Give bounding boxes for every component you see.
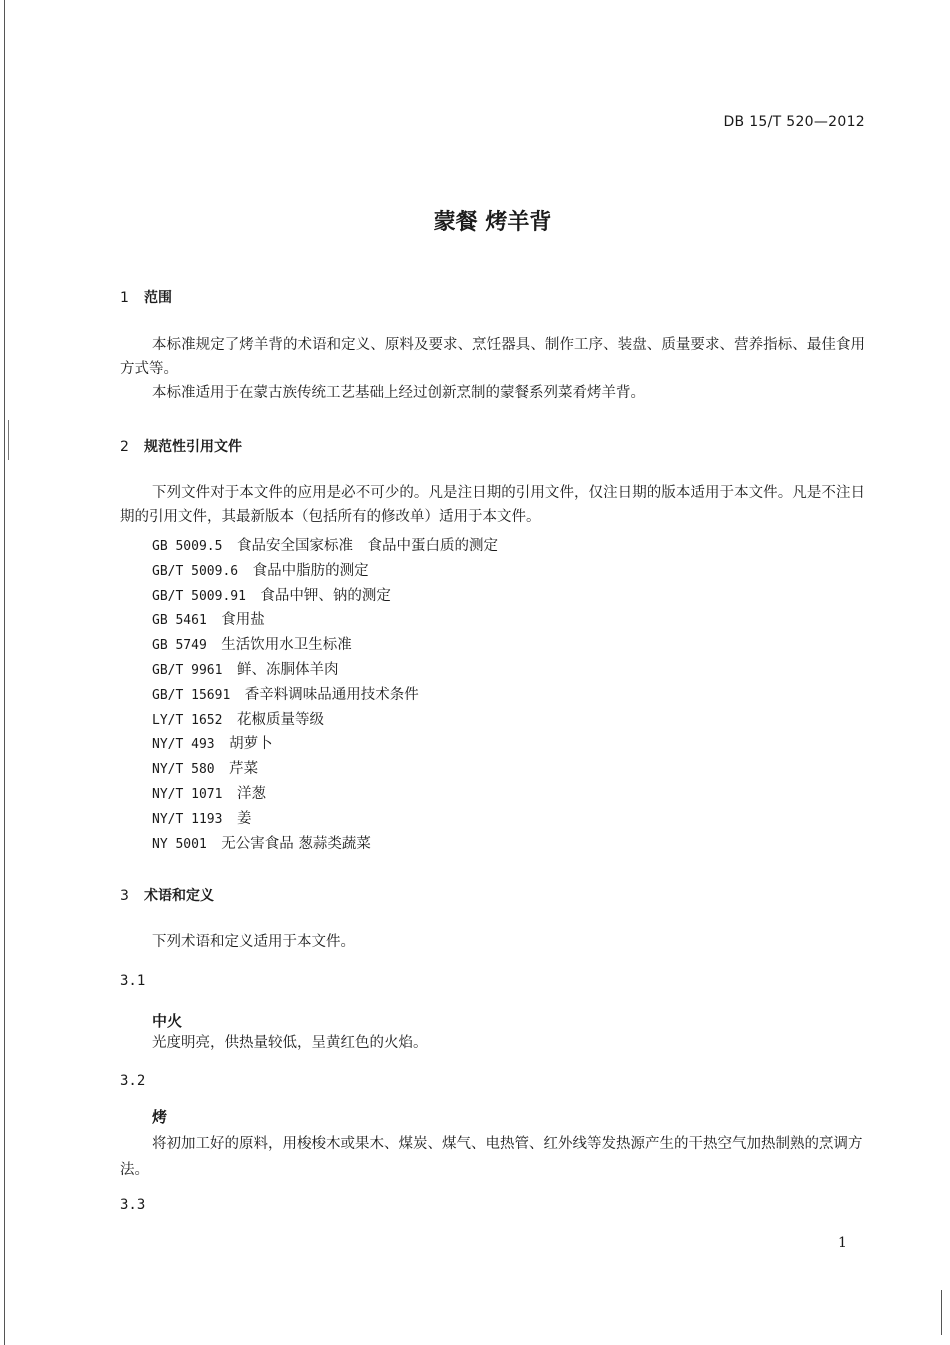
scope-paragraph-1: 本标准规定了烤羊背的术语和定义、原料及要求、烹饪器具、制作工序、装盘、质量要求、营养指标、最佳食用方式等。 [120,337,865,377]
reference-name: 食品安全国家标准 食品中蛋白质的测定 [236,538,498,554]
page-number: 1 [838,1235,847,1251]
subclause-number: 3.3 [120,1197,146,1213]
scope-paragraph-2: 本标准适用于在蒙古族传统工艺基础上经过创新烹制的蒙餐系列菜肴烤羊背。 [152,385,645,401]
reference-code: NY/T 1071 [152,786,223,802]
reference-item [152,608,498,633]
term-name: 烤 [152,1108,168,1126]
reference-name: 食品中钾、钠的测定 [260,587,391,604]
reference-name: 芹菜 [229,761,259,778]
reference-item [152,782,498,807]
scan-edge-mark [941,1290,942,1335]
reference-item [152,757,498,782]
reference-code: GB 5461 [152,613,207,629]
reference-name: 胡萝卜 [229,736,273,753]
reference-name: 姜 [236,810,252,827]
section-number: 1 [120,290,129,306]
reference-name: 洋葱 [236,785,266,802]
reference-name: 无公害食品 葱蒜类蔬菜 [221,835,371,852]
normative-paragraph: 下列文件对于本文件的应用是必不可少的。凡是注日期的引用文件，仅注日期的版本适用于本文件。凡是不注日期的引用文件，其最新版本（包括所有的修改单）适用于本文件。 [120,485,865,525]
reference-list [152,534,498,856]
section-title: 规范性引用文件 [144,439,242,455]
scan-edge-mark [4,0,5,1345]
section-number: 3 [120,888,129,904]
reference-item [152,584,498,609]
reference-code: NY 5001 [152,836,207,852]
section-2-heading [120,436,242,456]
document-code: DB 15/T 520—2012 [723,114,865,130]
reference-name: 鲜、冻胴体羊肉 [236,661,339,678]
reference-code: NY/T 580 [152,762,215,778]
reference-item [152,633,498,658]
reference-code: NY/T 1193 [152,811,223,827]
reference-code: GB 5009.5 [152,539,223,554]
reference-item [152,658,498,683]
reference-code: GB/T 5009.6 [152,563,239,579]
reference-code: GB/T 15691 [152,687,231,703]
reference-item [152,832,498,857]
section-title: 范围 [144,290,172,306]
reference-code: GB/T 5009.91 [152,588,246,604]
terms-paragraph: 下列术语和定义适用于本文件。 [152,934,355,950]
term-definition: 将初加工好的原料，用梭梭木或果木、煤炭、煤气、电热管、红外线等发热源产生的干热空气加热制熟的烹调方法。 [120,1136,863,1178]
reference-name: 花椒质量等级 [236,711,324,728]
term-definition: 光度明亮，供热量较低，呈黄红色的火焰。 [152,1035,428,1051]
term-name: 中火 [152,1012,183,1030]
section-1-heading [120,287,172,307]
page-title: 蒙餐 烤羊背 [433,210,552,235]
section-title: 术语和定义 [144,888,214,904]
reference-item [152,732,498,757]
section-3-heading [120,885,214,905]
reference-name: 生活饮用水卫生标准 [221,637,352,654]
scan-edge-mark [8,420,9,460]
reference-code: GB/T 9961 [152,662,223,678]
subclause-number: 3.1 [120,973,146,989]
reference-item [152,683,498,708]
reference-code: LY/T 1652 [152,712,223,728]
subclause-number: 3.2 [120,1073,146,1089]
section-number: 2 [120,439,129,455]
reference-item [152,708,498,733]
reference-name: 香辛料调味品通用技术条件 [244,686,419,703]
reference-item [152,807,498,832]
reference-item [152,534,498,559]
reference-code: GB 5749 [152,638,207,654]
reference-code: NY/T 493 [152,737,215,753]
reference-name: 食用盐 [221,612,265,629]
reference-name: 食品中脂肪的测定 [252,562,369,579]
reference-item [152,559,498,584]
